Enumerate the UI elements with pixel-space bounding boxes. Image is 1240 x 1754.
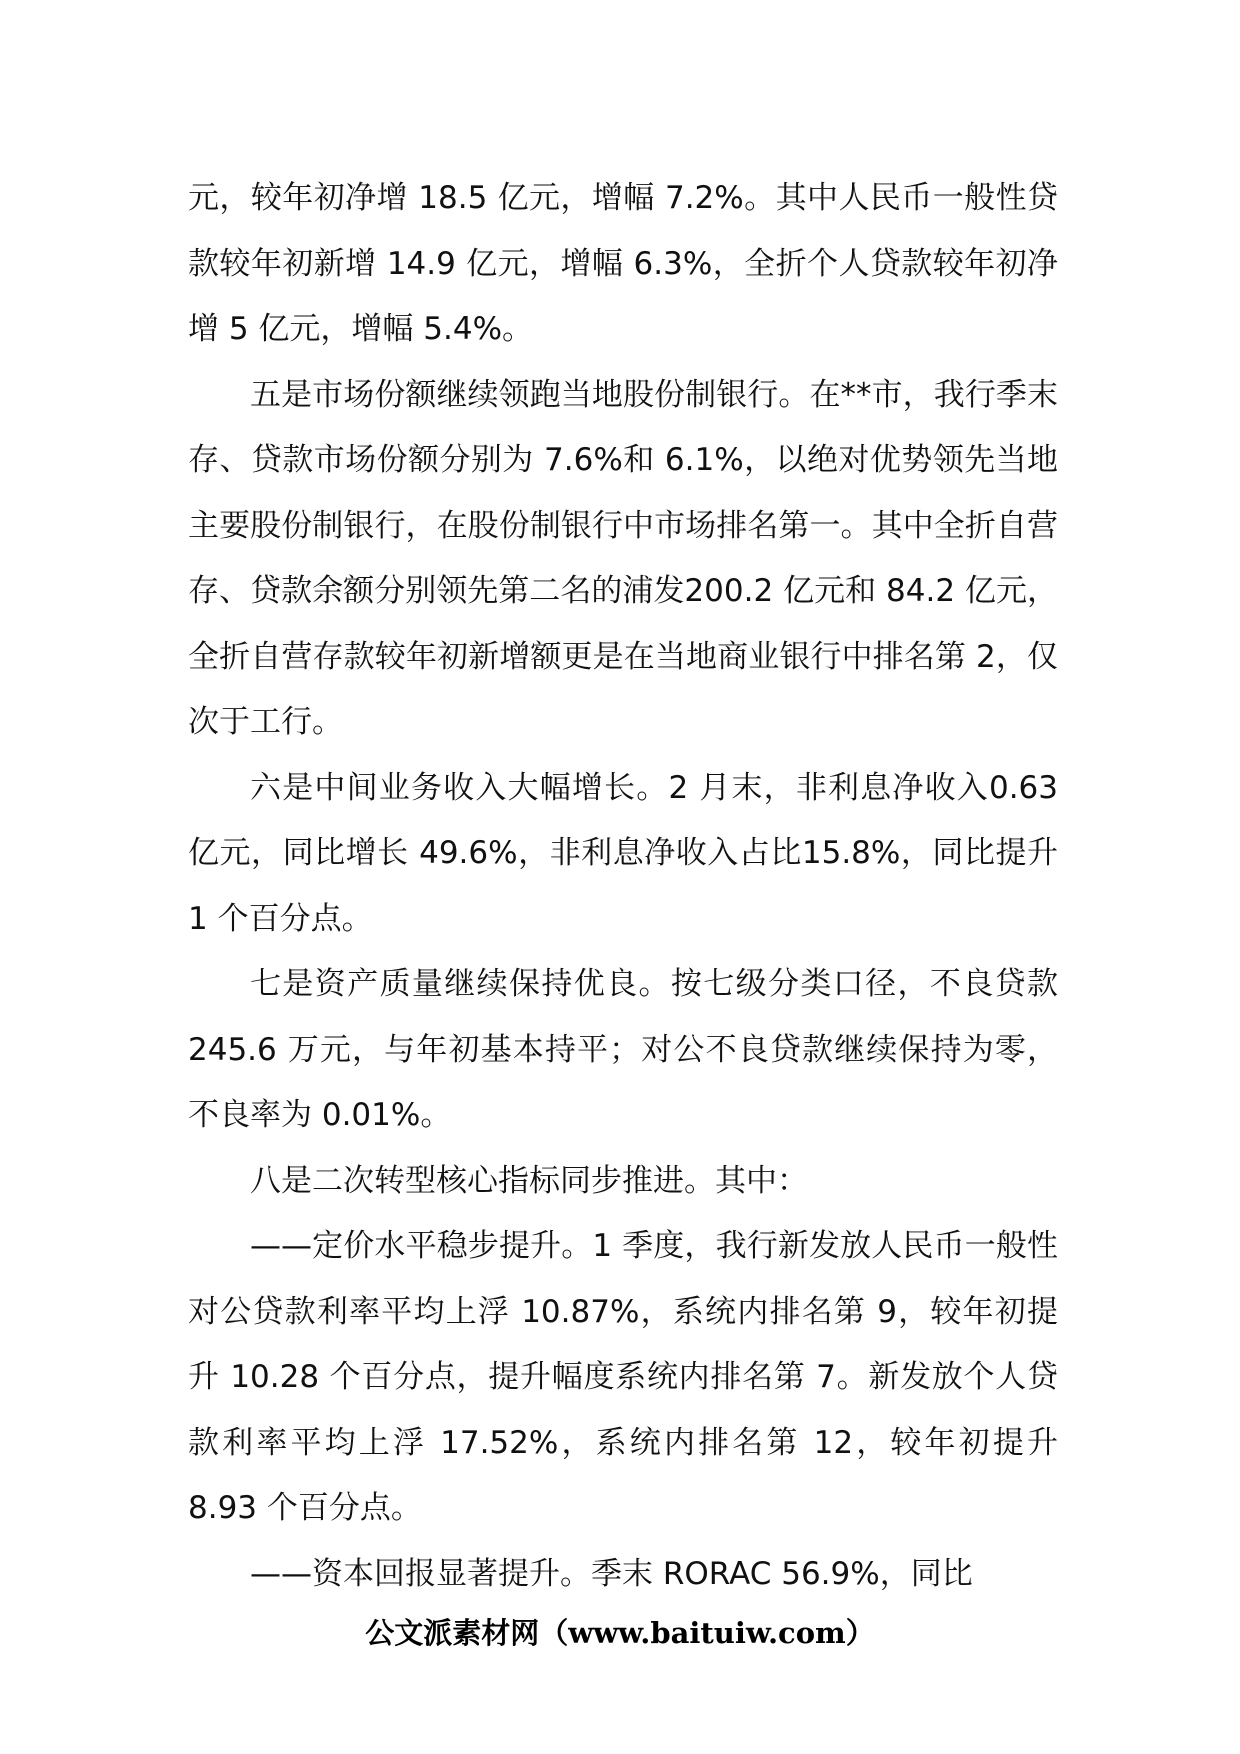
paragraph-capital-return: ——资本回报显著提升。季末 RORAC 56.9%，同比: [250, 1555, 973, 1592]
paragraph-transformation: 八是二次转型核心指标同步推进。其中：: [250, 1162, 808, 1199]
paragraph-intermediate-income: 六是中间业务收入大幅增长。2 月末，非利息净收入0.63 亿元，同比增长 49.6%，非利息净收入占比15.8%，同比提升 1 个百分点。: [188, 769, 1058, 937]
paragraph-continued: 元，较年初净增 18.5 亿元，增幅 7.2%。其中人民币一般性贷款较年初新增 14.9 亿元，增幅 6.3%，全折个人贷款较年初净增 5 亿元，增幅 5.4%。: [188, 180, 1058, 347]
paragraph-pricing: ——定价水平稳步提升。1 季度，我行新发放人民币一般性对公贷款利率平均上浮 10.87%，系统内排名第 9，较年初提升 10.28 个百分点，提升幅度系统内排名第 7。新发放个人贷款利率平均上浮 17.52%，系统内排名第 12，较年初提升 8.93 个百分点。: [188, 1228, 1058, 1526]
paragraph-market-share: 五是市场份额继续领跑当地股份制银行。在**市，我行季末存、贷款市场份额分别为 7.6%和 6.1%，以绝对优势领先当地主要股份制银行，在股份制银行中市场排名第一。其中全折自营存、贷款余额分别领先第二名的浦发200.2 亿元和 84.2 亿元，全折自营存款较年初新增额更是在当地商业银行中排名第 2，仅次于工行。: [188, 376, 1058, 740]
footer-watermark: 公文派素材网（www.baituiw.com）: [365, 1616, 875, 1650]
document-body: [188, 166, 1058, 1607]
paragraph-asset-quality: 七是资产质量继续保持优良。按七级分类口径，不良贷款 245.6 万元，与年初基本持平；对公不良贷款继续保持为零，不良率为 0.01%。: [188, 966, 1058, 1133]
